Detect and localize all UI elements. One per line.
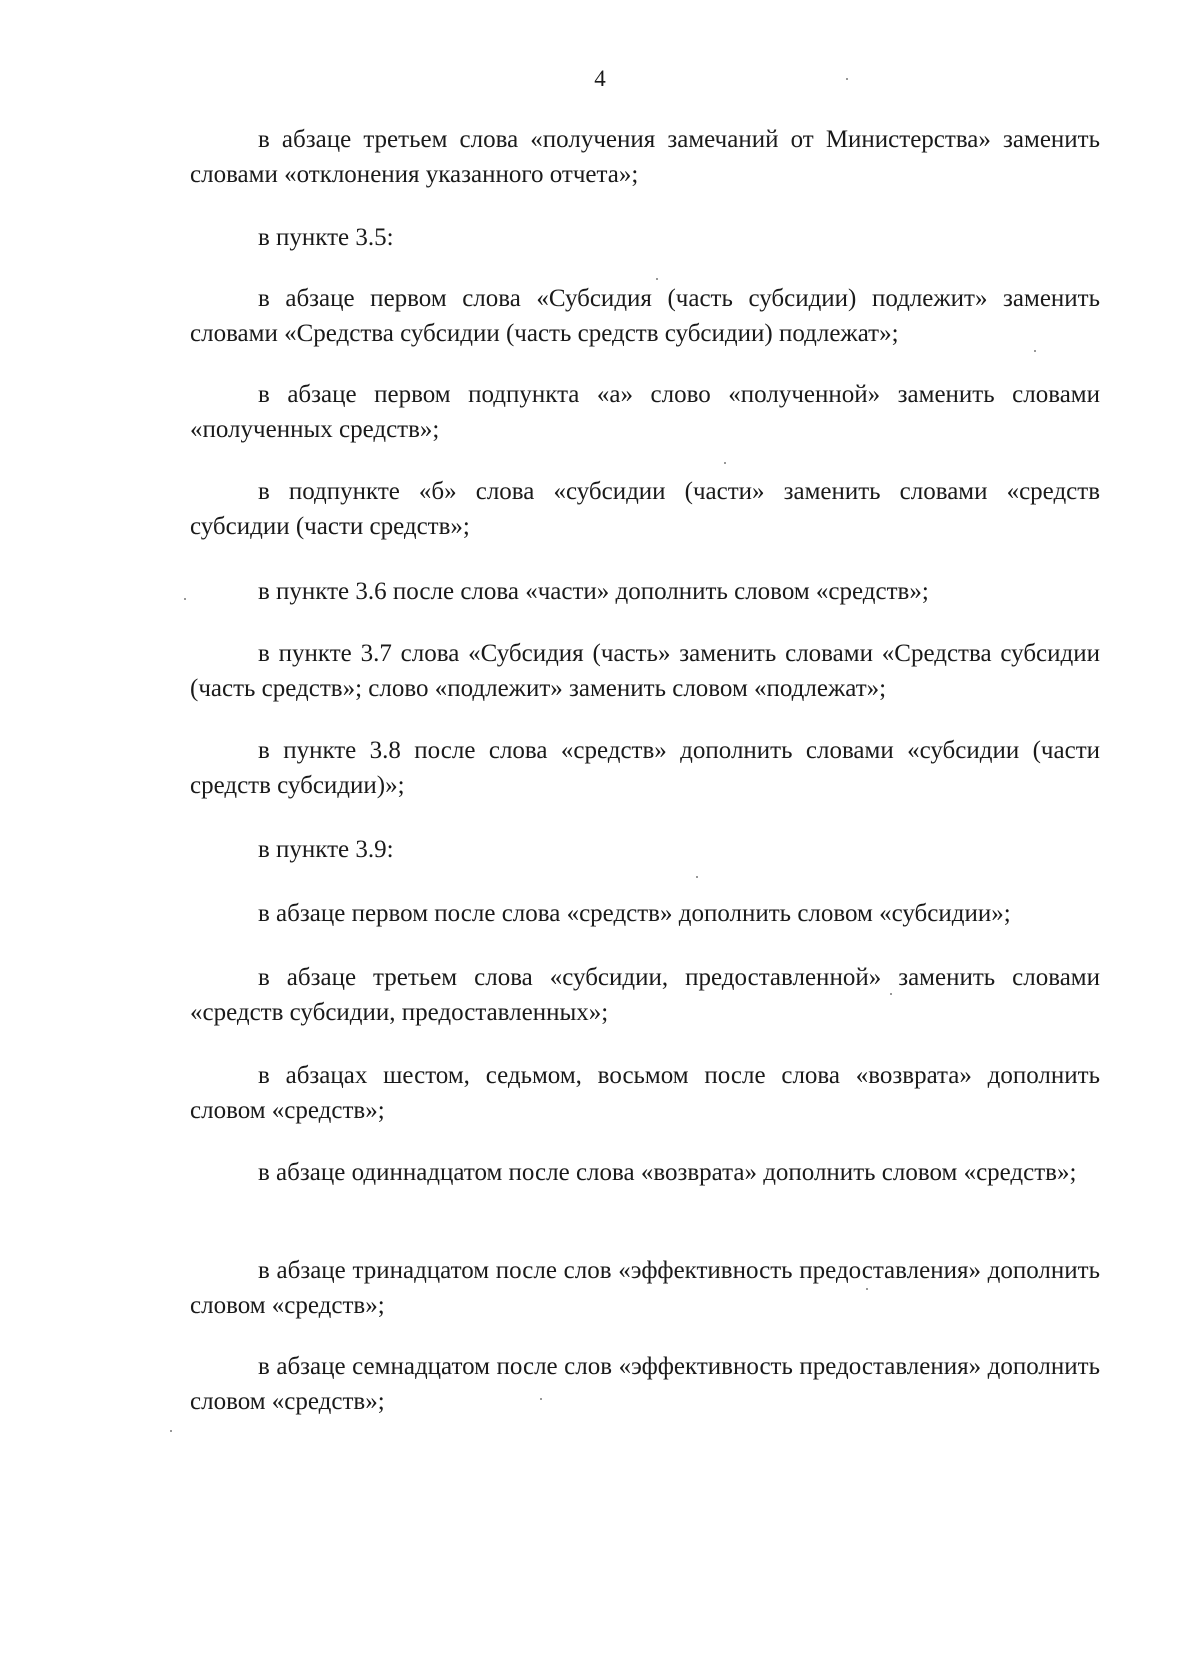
paragraph: в абзаце тринадцатом после слов «эффективность предоставления» дополнить словом «средств»; (190, 1257, 1100, 1319)
page-number: 4 (594, 66, 606, 91)
paragraph: в пункте 3.7 слова «Субсидия (часть» заменить словами «Средства субсидии (часть средств»; слово «подлежит» заменить словом «подлежат»; (190, 640, 1100, 702)
paragraph: в пункте 3.5: (258, 224, 394, 251)
scan-speck (866, 1288, 868, 1290)
paragraph: в абзаце первом после слова «средств» дополнить словом «субсидии»; (258, 900, 1011, 927)
scan-speck (846, 78, 848, 80)
paragraph: в абзацах шестом, седьмом, восьмом после слова «возврата» дополнить словом «средств»; (190, 1062, 1100, 1124)
paragraph: в абзаце третьем слова «субсидии, предоставленной» заменить словами «средств субсидии, предоставленных»; (190, 964, 1100, 1026)
paragraph: в абзаце первом подпункта «а» слово «полученной» заменить словами «полученных средств»; (190, 381, 1100, 443)
scan-speck (540, 1398, 542, 1400)
paragraph: в подпункте «б» слова «субсидии (части» заменить словами «средств субсидии (части средств»; (190, 478, 1100, 540)
paragraph: в абзаце одиннадцатом после слова «возврата» дополнить словом «средств»; (258, 1159, 1077, 1186)
scan-speck (170, 1430, 172, 1432)
paragraph: в пункте 3.6 после слова «части» дополнить словом «средств»; (258, 578, 929, 605)
paragraph: в абзаце семнадцатом после слов «эффективность предоставления» дополнить словом «средств»; (190, 1353, 1100, 1415)
scan-speck (656, 278, 658, 280)
paragraph: в абзаце третьем слова «получения замечаний от Министерства» заменить словами «отклонения указанного отчета»; (190, 126, 1100, 188)
scan-speck (184, 598, 186, 600)
scan-speck (696, 876, 698, 878)
scan-speck (724, 462, 726, 464)
paragraph: в абзаце первом слова «Субсидия (часть субсидии) подлежит» заменить словами «Средства субсидии (часть средств субсидии) подлежат»; (190, 285, 1100, 347)
scan-speck (890, 993, 892, 995)
paragraph: в пункте 3.8 после слова «средств» дополнить словами «субсидии (части средств субсидии)»; (190, 737, 1100, 799)
paragraph: в пункте 3.9: (258, 836, 394, 863)
scan-speck (1034, 350, 1036, 352)
